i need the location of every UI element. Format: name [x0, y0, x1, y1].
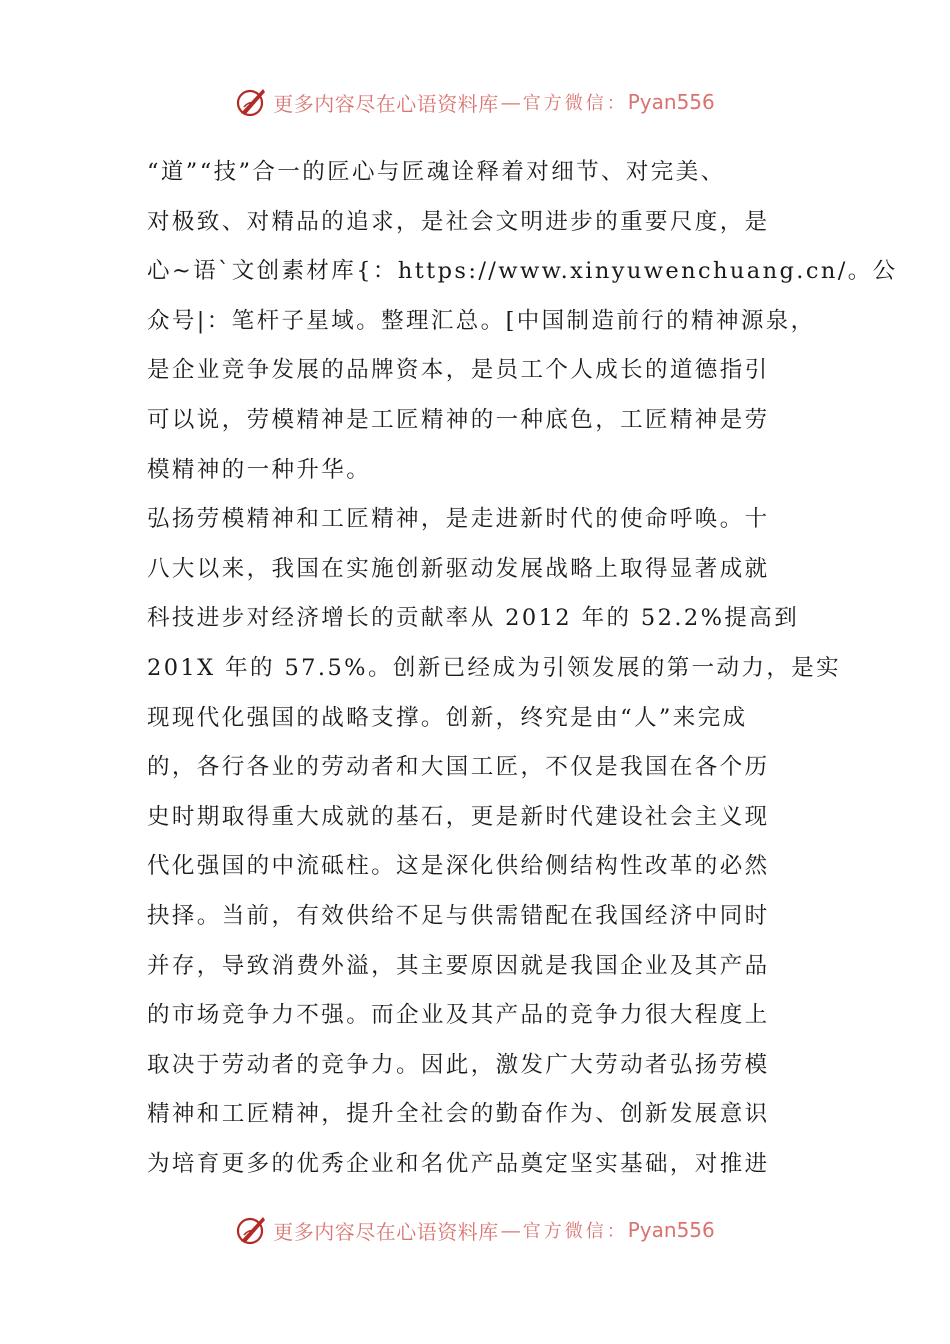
body-line: 对极致、对精品的追求，是社会文明进步的重要尺度，是: [147, 208, 770, 235]
body-line: 抉择。当前，有效供给不足与供需错配在我国经济中同时: [147, 902, 770, 929]
quill-logo-icon: [235, 1213, 269, 1247]
document-body: [147, 148, 898, 1189]
body-line: 八大以来，我国在实施创新驱动发展战略上取得显著成就: [147, 555, 770, 582]
body-line: 的，各行各业的劳动者和大国工匠，不仅是我国在各个历: [147, 754, 770, 781]
body-line: 取决于劳动者的竞争力。因此，激发广大劳动者弘扬劳模: [147, 1051, 770, 1078]
body-line: 众号|：笔杆子星域。整理汇总。[中国制造前行的精神源泉，: [147, 307, 816, 334]
body-line: 心~语`文创素材库{：https://www.xinyuwenchuang.cn/。公: [147, 258, 898, 285]
body-line: 代化强国的中流砥柱。这是深化供给侧结构性改革的必然: [147, 853, 770, 880]
body-line: 并存，导致消费外溢，其主要原因就是我国企业及其产品: [147, 952, 770, 979]
body-line: 201X 年的 57.5%。创新已经成为引领发展的第一动力，是实: [147, 654, 842, 681]
quill-logo-icon: [235, 85, 269, 119]
body-line: 弘扬劳模精神和工匠精神，是走进新时代的使命呼唤。十: [147, 506, 770, 533]
banner-wechat-id: Pyan556: [627, 90, 715, 114]
banner-text: 更多内容尽在心语资料库: [273, 91, 499, 116]
body-line: 为培育更多的优秀企业和名优产品奠定坚实基础，对推进: [147, 1150, 770, 1177]
banner-separator: —: [500, 90, 521, 114]
footer-banner: [0, 1210, 950, 1250]
header-banner: [0, 82, 950, 122]
banner-label: 官方微信：: [522, 93, 628, 114]
banner-separator: —: [500, 1218, 521, 1242]
body-line: 精神和工匠精神，提升全社会的勤奋作为、创新发展意识: [147, 1101, 770, 1128]
body-line: 科技进步对经济增长的贡献率从 2012 年的 52.2%提高到: [147, 605, 800, 632]
body-line: 模精神的一种升华。: [147, 456, 372, 483]
banner-label: 官方微信：: [522, 1221, 628, 1242]
body-line: 可以说，劳模精神是工匠精神的一种底色，工匠精神是劳: [147, 406, 770, 433]
banner-wechat-id: Pyan556: [627, 1218, 715, 1242]
body-line: 的市场竞争力不强。而企业及其产品的竞争力很大程度上: [147, 1002, 770, 1029]
body-line: “道”“技”合一的匠心与匠魂诠释着对细节、对完美、: [147, 159, 726, 185]
banner-text: 更多内容尽在心语资料库: [273, 1219, 499, 1244]
body-line: 史时期取得重大成就的基石，更是新时代建设社会主义现: [147, 803, 770, 830]
body-line: 是企业竞争发展的品牌资本，是员工个人成长的道德指引: [147, 357, 770, 384]
body-line: 现现代化强国的战略支撑。创新，终究是由“人”来完成: [147, 704, 748, 731]
